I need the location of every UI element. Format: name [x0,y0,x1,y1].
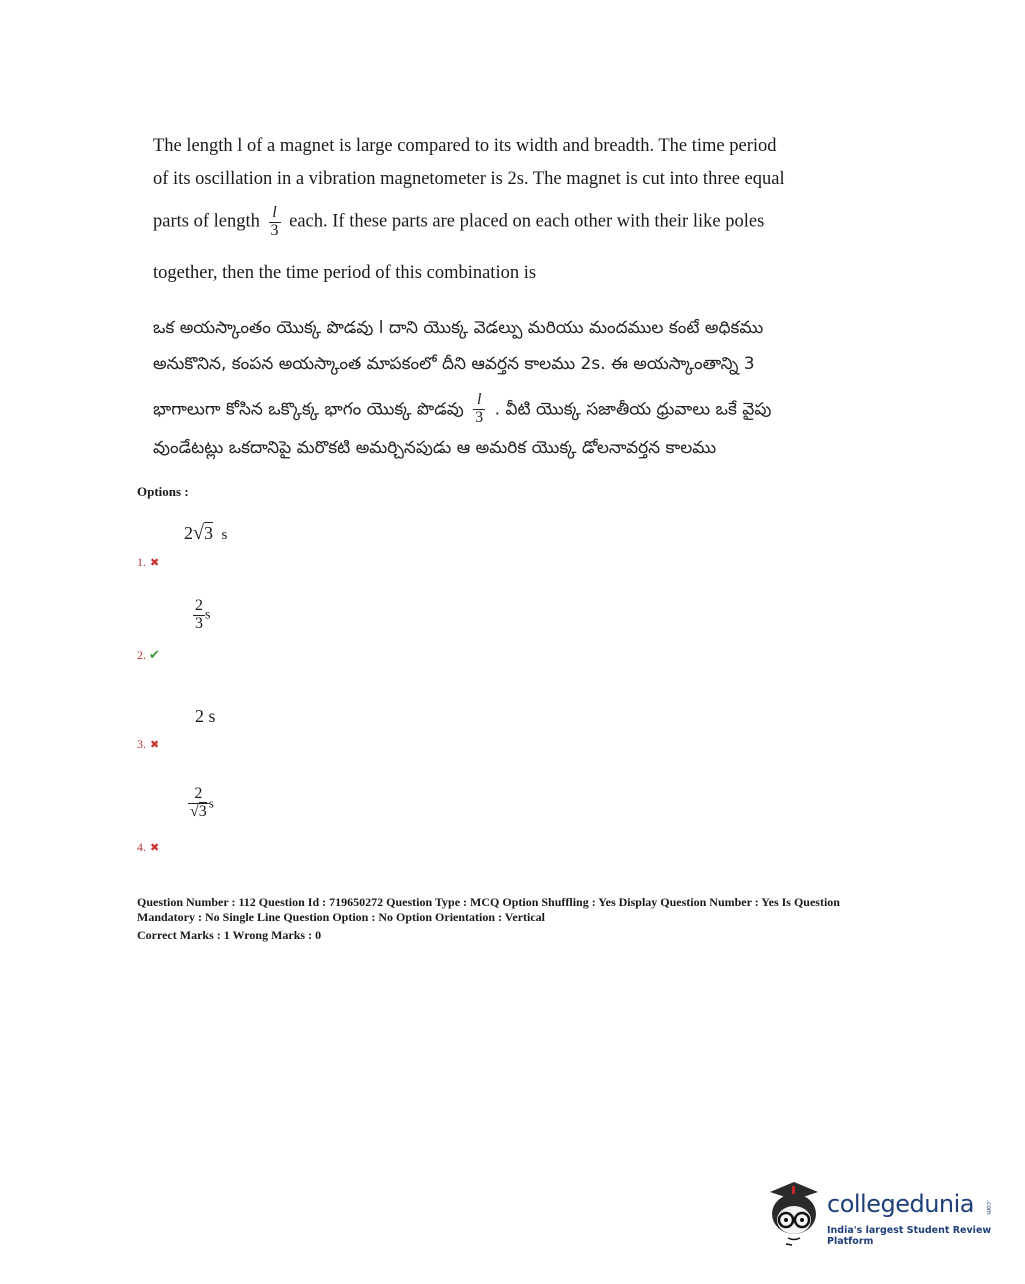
option-4-number: 4. ✖ [137,840,160,854]
sqrt-icon: √ [190,802,199,820]
fraction-2-over-root-3: $\frac{2}{√3}$ [190,785,207,820]
fraction-l-over-3: $\frac{l}{3}$ [270,204,279,239]
sqrt-icon: √ [193,522,204,544]
meta-line-3: Correct Marks : 1 Wrong Marks : 0 [137,928,322,942]
logo-wordmark: collegedunia [827,1190,975,1218]
question-meta [137,895,917,943]
question-en-line-3: parts of length $\frac{l}{3}$ each. If these parts are placed on each other with their like poles [153,204,765,239]
meta-line-1: Question Number : 112 Question Id : 719650272 Question Type : MCQ Option Shuffling : Yes Display Question Number : Yes Is Question [137,895,840,909]
question-en-line-1: The length l of a magnet is large compared to its width and breadth. The time period [153,136,777,156]
option-3-content[interactable]: 2 s [195,706,216,726]
question-te-line-1: ఒక అయస్కాంతం యొక్క పొడవు l దాని యొక్క వెడల్పు మరియు మందముల కంటే అధికము [153,318,764,338]
question-te-line-4: వుండేటట్లు ఒకదానిపై మరొకటి అమర్చినపుడు ఆ అమరిక యొక్క డోలనావర్తన కాలము [153,438,717,458]
logo-dotcom: .com [985,1200,992,1215]
logo-tagline: India's largest Student Review Platform [827,1225,992,1247]
question-en-line-2: of its oscillation in a vibration magnetometer is 2s. The magnet is cut into three equal [153,169,785,189]
meta-line-2: Mandatory : No Single Line Question Option : No Option Orientation : Vertical [137,910,546,924]
question-te-line-2: అనుకొనిన, కంపన అయస్కాంత మాపకంలో దీని ఆవర్తన కాలము 2s. ఈ అయస్కాంతాన్ని 3 [153,354,755,374]
fraction-2-over-3: $\frac{2}{3}$ [195,597,203,632]
option-2-number: 2. ✔ [137,647,160,662]
option-4-content[interactable]: $\frac{2}{√3}$ s [190,785,214,820]
option-3-number: 3. ✖ [137,737,160,751]
question-te-line-3: భాగాలుగా కోసిన ఒక్కొక్క భాగం యొక్క పొడవు $\frac{l}{3}$ . వీటి యొక్క సజాతీయ ధ్రువాలు ఒకే వైపు [153,391,772,426]
question-en-line-4: together, then the time period of this combination is [153,263,537,283]
correct-mark-icon: ✔ [149,647,160,662]
option-2-content[interactable]: $\frac{2}{3}$ s [195,597,211,632]
wrong-mark-icon: ✖ [150,739,160,751]
option-1-content[interactable]: 2√3 s [184,522,228,544]
options-label: Options : [137,484,189,499]
wrong-mark-icon: ✖ [150,842,160,854]
wrong-mark-icon: ✖ [150,557,160,569]
fraction-l-over-3-te: $\frac{l}{3}$ [475,391,484,426]
option-1-number: 1. ✖ [137,555,160,569]
